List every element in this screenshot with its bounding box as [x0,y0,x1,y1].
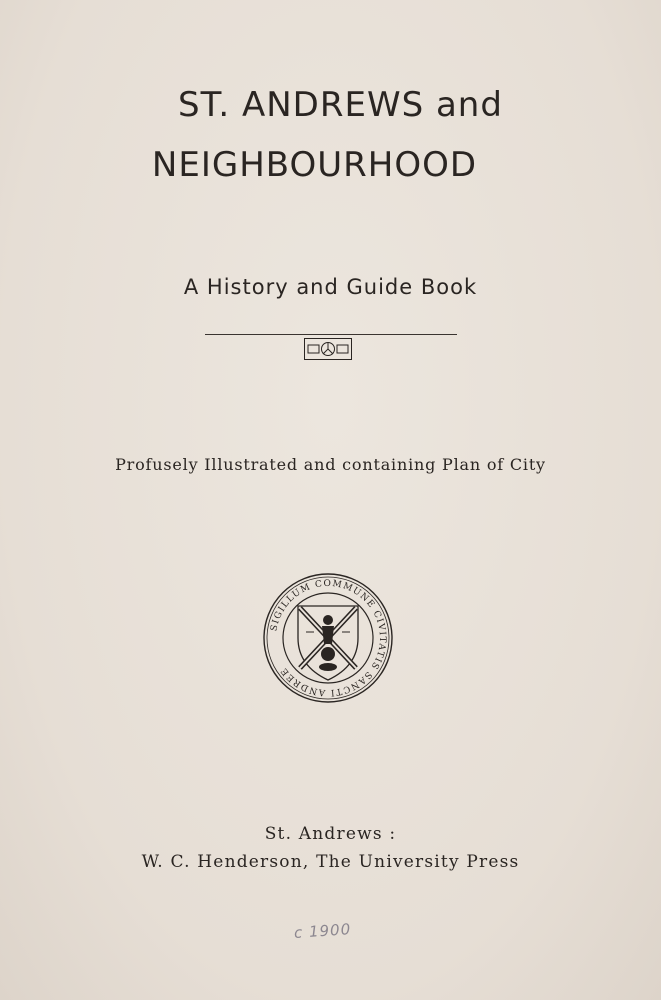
handwritten-date-note: c 1900 [293,920,352,942]
ornament-icon [304,338,352,360]
seal-legend: SIGILLUM COMMUNE CIVITATIS SANCTI ANDREE [269,578,388,698]
city-seal-icon [262,572,394,704]
book-title-line-2: NEIGHBOURHOOD [151,145,478,185]
divider-rule [205,334,457,335]
book-subtitle: A History and Guide Book [183,275,478,299]
imprint-publisher: W. C. Henderson, The University Press [141,852,520,872]
book-title-line-1: ST. ANDREWS and [178,85,503,125]
imprint-place: St. Andrews : [264,824,397,844]
illustration-note: Profusely Illustrated and containing Plan of City [115,455,546,474]
